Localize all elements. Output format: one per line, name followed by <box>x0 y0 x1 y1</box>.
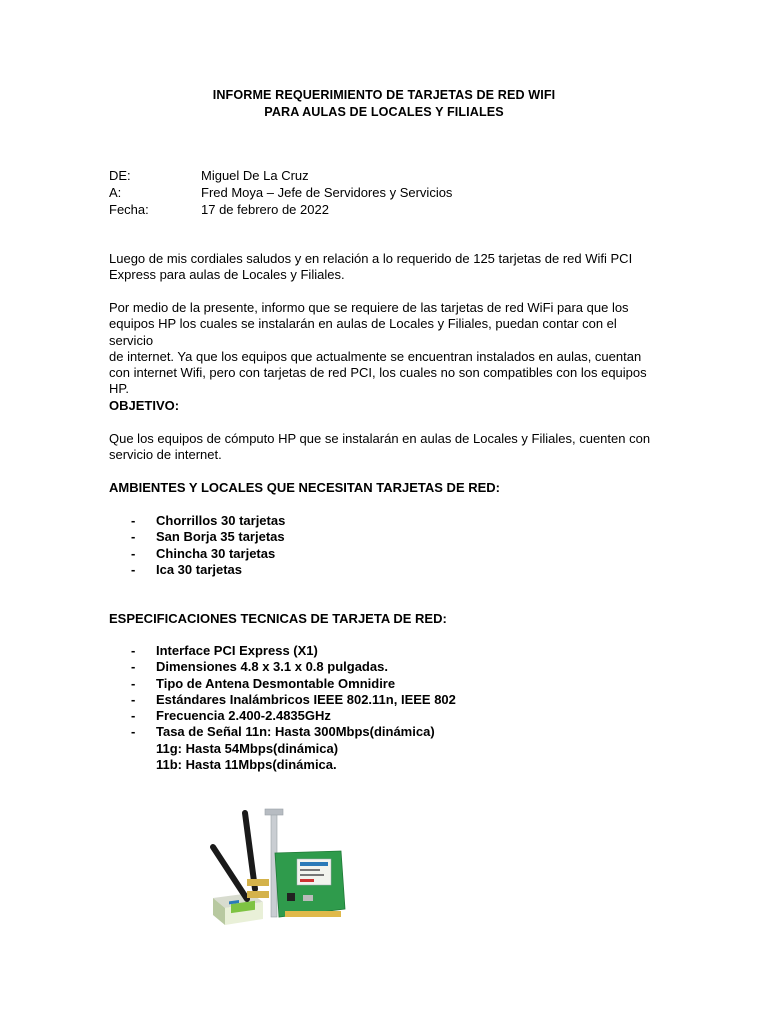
document-title-line1: INFORME REQUERIMIENTO DE TARJETAS DE RED WIFI <box>212 88 556 102</box>
list-item <box>109 724 669 740</box>
dash-bullet: - <box>131 691 136 707</box>
header-date-label: Fecha: <box>109 202 149 217</box>
spec-text: Estándares Inalámbricos IEEE 802.11n, IEEE 802 <box>156 691 456 707</box>
body-line: de internet. Ya que los equipos que actualmente se encuentran instalados en aulas, cuentan <box>109 348 642 364</box>
dash-bullet: - <box>131 513 136 528</box>
header-from-label: DE: <box>109 168 131 183</box>
list-item-continuation <box>109 741 669 757</box>
ambiente-text: Ica 30 tarjetas <box>156 561 243 577</box>
header-date-value: 17 de febrero de 2022 <box>201 202 329 217</box>
spec-text: 11b: Hasta 11Mbps(dinámica. <box>156 757 337 773</box>
body-line: con internet Wifi, pero con tarjetas de red PCI, los cuales no son compatibles con los equipos <box>109 365 647 381</box>
list-item <box>109 529 669 545</box>
list-item <box>109 546 669 562</box>
dash-bullet: - <box>131 643 136 658</box>
ambiente-text: Chincha 30 tarjetas <box>156 545 276 561</box>
dash-bullet: - <box>131 529 136 545</box>
dash-bullet: - <box>131 675 136 691</box>
objetivo-paragraph <box>109 431 657 464</box>
ambiente-text: San Borja 35 tarjetas <box>156 529 285 545</box>
specs-heading: ESPECIFICACIONES TECNICAS DE TARJETA DE RED: <box>109 611 447 626</box>
antenna-icon <box>213 813 269 899</box>
body-line: Por medio de la presente, informo que se requiere de las tarjetas de red WiFi para que los <box>109 300 629 315</box>
header-from-value: Miguel De La Cruz <box>201 168 309 183</box>
list-item <box>109 659 669 675</box>
specs-list <box>109 643 669 773</box>
intro-line-1: Luego de mis cordiales saludos y en relación a lo requerido de 125 tarjetas de red Wifi PCI <box>109 251 633 266</box>
ambiente-text: Chorrillos 30 tarjetas <box>156 513 286 528</box>
dash-bullet: - <box>131 561 136 577</box>
header-from-row <box>109 168 669 185</box>
header-to-row <box>109 185 669 202</box>
spec-text: Dimensiones 4.8 x 3.1 x 0.8 pulgadas. <box>156 659 388 675</box>
intro-paragraph <box>109 251 657 284</box>
header-to-value: Fred Moya – Jefe de Servidores y Servicios <box>201 185 453 200</box>
ambientes-list <box>109 513 669 578</box>
list-item <box>109 692 669 708</box>
dash-bullet: - <box>131 659 136 675</box>
body-paragraph <box>109 300 657 398</box>
dash-bullet: - <box>131 724 136 740</box>
body-line: equipos HP los cuales se instalarán en aulas de Locales y Filiales, puedan contar con el servicio <box>109 316 617 348</box>
objetivo-line-1: Que los equipos de cómputo HP que se instalarán en aulas de Locales y Filiales, cuenten con <box>109 431 651 446</box>
spec-text: 11g: Hasta 54Mbps(dinámica) <box>156 740 339 756</box>
ambientes-heading: AMBIENTES Y LOCALES QUE NECESITAN TARJETAS DE RED: <box>109 480 501 495</box>
spec-text: Frecuencia 2.400-2.4835GHz <box>156 708 331 724</box>
list-item <box>109 513 669 529</box>
pcb-board-icon <box>275 851 345 917</box>
document-title-line2: PARA AULAS DE LOCALES Y FILIALES <box>264 105 504 119</box>
wifi-card-product-image <box>203 805 349 929</box>
dash-bullet: - <box>131 708 136 724</box>
dash-bullet: - <box>131 545 136 561</box>
list-item <box>109 562 669 578</box>
spec-text: Interface PCI Express (X1) <box>156 643 318 658</box>
header-to-label: A: <box>109 185 122 200</box>
spec-text: Tipo de Antena Desmontable Omnidire <box>156 675 396 691</box>
objetivo-line-2: servicio de internet. <box>109 447 222 463</box>
list-item <box>109 643 669 659</box>
header-date-row <box>109 202 669 219</box>
intro-line-2: Express para aulas de Locales y Filiales. <box>109 267 345 283</box>
list-item <box>109 676 669 692</box>
list-item <box>109 708 669 724</box>
spec-text: Tasa de Señal 11n: Hasta 300Mbps(dinámica) <box>156 724 435 740</box>
objetivo-heading: OBJETIVO: <box>109 398 180 413</box>
list-item-continuation <box>109 757 669 773</box>
body-line: HP. <box>109 381 129 397</box>
